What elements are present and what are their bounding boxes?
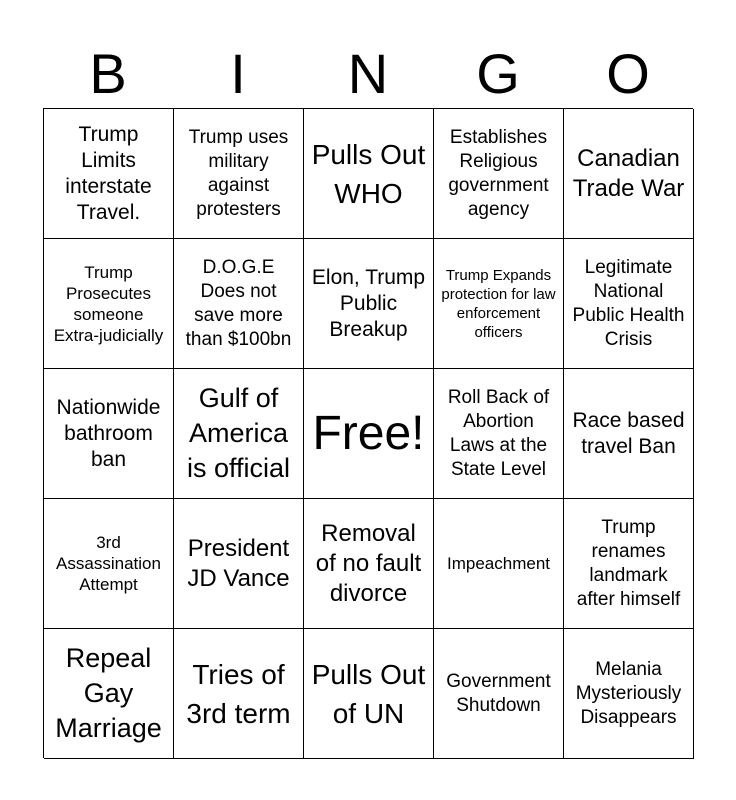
free-space-text: Free!: [312, 406, 425, 460]
cell-text: Trump Prosecutes someone Extra-judicially: [53, 262, 164, 345]
header-letter-g: G: [476, 42, 520, 105]
bingo-header: [43, 40, 693, 108]
header-letter-n: N: [347, 42, 389, 105]
cell-text: D.O.G.E Does not save more than $100bn: [185, 256, 292, 350]
bingo-cell[interactable]: [434, 369, 564, 499]
bingo-cell[interactable]: [174, 499, 304, 629]
bingo-cell[interactable]: [434, 629, 564, 759]
cell-text: Nationwide bathroom ban: [56, 395, 161, 471]
bingo-cell[interactable]: [434, 109, 564, 239]
free-space-cell[interactable]: [304, 369, 434, 499]
bingo-cell[interactable]: [174, 239, 304, 369]
bingo-cell[interactable]: [304, 109, 434, 239]
bingo-cell[interactable]: [174, 629, 304, 759]
bingo-cell[interactable]: [434, 239, 564, 369]
header-letter-b: B: [89, 42, 127, 105]
bingo-board: [43, 108, 693, 758]
cell-text: Removal of no fault divorce: [315, 519, 422, 607]
cell-text: 3rd Assassination Attempt: [56, 533, 161, 594]
bingo-cell[interactable]: [44, 629, 174, 759]
bingo-cell[interactable]: [304, 629, 434, 759]
bingo-cell[interactable]: [44, 369, 174, 499]
cell-text: Pulls Out of UN: [311, 658, 426, 729]
cell-text: Establishes Religious government agency: [448, 126, 549, 220]
bingo-cell[interactable]: [564, 629, 694, 759]
bingo-cell[interactable]: [564, 369, 694, 499]
bingo-cell[interactable]: [564, 239, 694, 369]
cell-text: Trump uses military against protesters: [188, 126, 289, 220]
cell-text: Elon, Trump Public Breakup: [311, 265, 426, 341]
bingo-cell[interactable]: [174, 109, 304, 239]
cell-text: Trump Limits interstate Travel.: [65, 122, 152, 224]
cell-text: Pulls Out WHO: [311, 138, 426, 209]
bingo-cell[interactable]: [44, 109, 174, 239]
cell-text: Roll Back of Abortion Laws at the State Level: [447, 386, 550, 480]
cell-text: President JD Vance: [187, 534, 290, 592]
cell-text: Race based travel Ban: [572, 408, 685, 458]
cell-text: Government Shutdown: [446, 670, 551, 716]
bingo-cell[interactable]: [44, 239, 174, 369]
cell-text: Tries of 3rd term: [186, 658, 291, 729]
bingo-cell[interactable]: [304, 239, 434, 369]
bingo-cell[interactable]: [304, 499, 434, 629]
cell-text: Canadian Trade War: [572, 144, 685, 202]
cell-text: Gulf of America is official: [186, 383, 291, 483]
bingo-cell[interactable]: [174, 369, 304, 499]
bingo-cell[interactable]: [44, 499, 174, 629]
cell-text: Repeal Gay Marriage: [55, 643, 162, 743]
cell-text: Impeachment: [447, 554, 550, 573]
bingo-cell[interactable]: [434, 499, 564, 629]
cell-text: Melania Mysteriously Disappears: [575, 658, 682, 728]
bingo-cell[interactable]: [564, 499, 694, 629]
header-letter-o: O: [606, 42, 650, 105]
cell-text: Legitimate National Public Health Crisis: [572, 256, 685, 350]
cell-text: Trump renames landmark after himself: [576, 516, 681, 610]
header-letter-i: I: [230, 42, 246, 105]
bingo-cell[interactable]: [564, 109, 694, 239]
cell-text: Trump Expands protection for law enforcement officers: [441, 266, 556, 341]
